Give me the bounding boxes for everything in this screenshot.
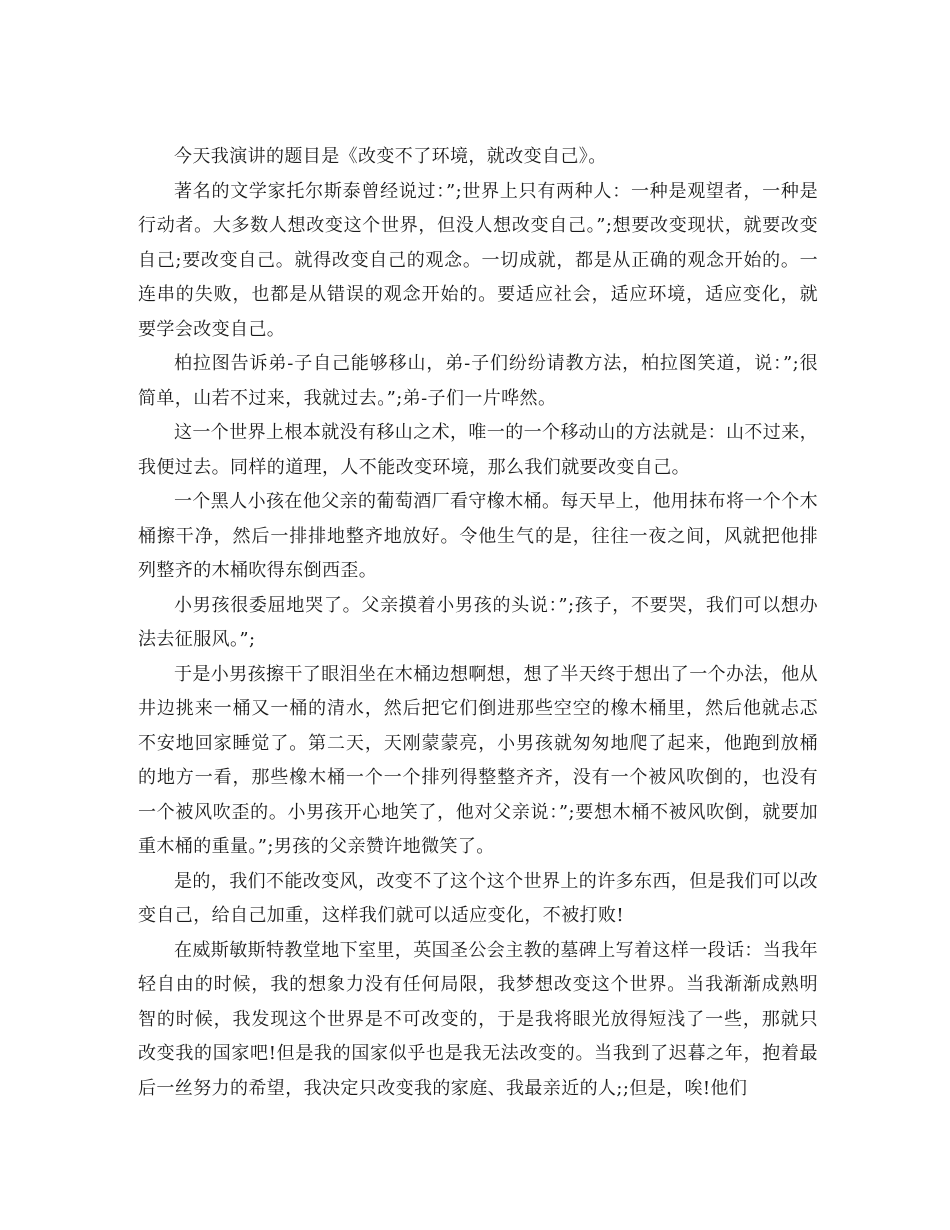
paragraph-4: 这一个世界上根本就没有移山之术，唯一的一个移动山的方法就是：山不过来，我便过去。同样的道理，人不能改变环境，那么我们就要改变自己。 <box>138 422 818 478</box>
document-body <box>138 140 818 1106</box>
paragraph-7: 于是小男孩擦干了眼泪坐在木桶边想啊想，想了半天终于想出了一个办法，他从井边挑来一桶又一桶的清水，然后把它们倒进那些空空的橡木桶里，然后他就忐忑不安地回家睡觉了。第二天，天刚蒙蒙亮，小男孩就匆匆地爬了起来，他跑到放桶的地方一看，那些橡木桶一个一个排列得整整齐齐，没有一个被风吹倒的，也没有一个被风吹歪的。小男孩开心地笑了，他对父亲说：”;要想木桶不被风吹倒，就要加重木桶的重量。”;男孩的父亲赞许地微笑了。 <box>138 663 818 857</box>
paragraph-2: 著名的文学家托尔斯泰曾经说过：”;世界上只有两种人：一种是观望者，一种是行动者。大多数人想改变这个世界，但没人想改变自己。”;想要改变现状，就要改变自己;要改变自己。就得改变自己的观念。一切成就，都是从正确的观念开始的。一连串的失败，也都是从错误的观念开始的。要适应社会，适应环境，适应变化，就要学会改变自己。 <box>138 180 818 340</box>
paragraph-8: 是的，我们不能改变风，改变不了这个这个世界上的许多东西，但是我们可以改变自己，给自己加重，这样我们就可以适应变化，不被打败! <box>138 870 818 926</box>
paragraph-3: 柏拉图告诉弟-子自己能够移山，弟-子们纷纷请教方法，柏拉图笑道，说：”;很简单，山若不过来，我就过去。”;弟-子们一片哗然。 <box>138 353 818 409</box>
paragraph-6: 小男孩很委屈地哭了。父亲摸着小男孩的头说：”;孩子，不要哭，我们可以想办法去征服风。”; <box>138 594 818 650</box>
paragraph-1: 今天我演讲的题目是《改变不了环境，就改变自己》。 <box>174 146 607 167</box>
paragraph-5: 一个黑人小孩在他父亲的葡萄酒厂看守橡木桶。每天早上，他用抹布将一个个木桶擦干净，然后一排排地整齐地放好。令他生气的是，往往一夜之间，风就把他排列整齐的木桶吹得东倒西歪。 <box>138 491 818 581</box>
paragraph-9: 在威斯敏斯特教堂地下室里，英国圣公会主教的墓碑上写着这样一段话：当我年轻自由的时候，我的想象力没有任何局限，我梦想改变这个世界。当我渐渐成熟明智的时候，我发现这个世界是不可改变的，于是我将眼光放得短浅了一些，那就只改变我的国家吧!但是我的国家似乎也是我无法改变的。当我到了迟暮之年，抱着最后一丝努力的希望，我决定只改变我的家庭、我最亲近的人;;但是，唉!他们 <box>138 939 818 1099</box>
